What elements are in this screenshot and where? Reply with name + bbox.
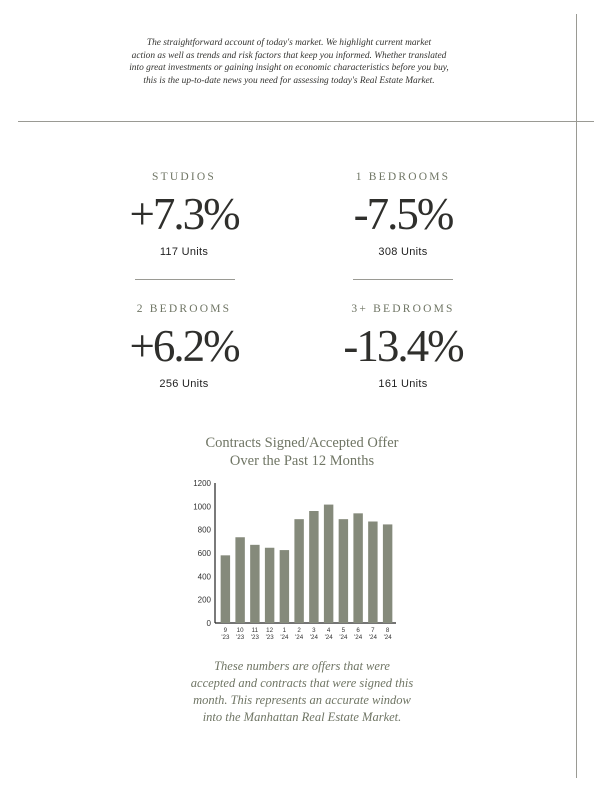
stat-units: 117 Units xyxy=(159,246,209,258)
x-tick-label-month: 11 xyxy=(251,627,259,634)
stat-label: 3+ BEDROOMS xyxy=(351,303,455,315)
x-tick-label-month: 4 xyxy=(326,627,331,634)
bar xyxy=(324,505,333,623)
x-tick-label-month: 9 xyxy=(223,627,228,634)
x-tick-label-year: '23 xyxy=(221,634,230,641)
x-tick-label-year: '24 xyxy=(383,634,392,641)
bar xyxy=(221,555,230,623)
x-tick-label-year: '24 xyxy=(324,634,333,641)
x-tick-label-year: '24 xyxy=(339,634,348,641)
stat-value: +6.2% xyxy=(129,321,239,371)
x-tick-label-month: 8 xyxy=(385,627,390,634)
x-tick-label-year: '24 xyxy=(309,634,318,641)
chart-title-line: Contracts Signed/Accepted Offer xyxy=(205,435,399,451)
y-tick-label: 1000 xyxy=(193,502,211,512)
bar xyxy=(368,522,377,624)
caption-line: These numbers are offers that were xyxy=(214,659,390,673)
stat-value: +7.3% xyxy=(129,189,239,239)
caption-line: into the Manhattan Real Estate Market. xyxy=(202,710,402,724)
x-tick-label-month: 1 xyxy=(282,627,287,634)
x-tick-label-year: '23 xyxy=(250,634,259,641)
y-tick-label: 1200 xyxy=(193,479,211,488)
y-tick-label: 800 xyxy=(197,525,211,535)
x-tick-label-month: 3 xyxy=(312,627,316,634)
stat-units: 308 Units xyxy=(378,246,428,258)
x-tick-label-month: 12 xyxy=(266,627,274,634)
intro-line: this is the up-to-date news you need for assessing today's Real Estate Market. xyxy=(143,75,435,86)
bar xyxy=(383,524,392,623)
x-tick-label-month: 6 xyxy=(356,627,360,634)
bar xyxy=(250,545,259,623)
bar xyxy=(235,537,244,623)
bar xyxy=(353,513,362,623)
bar xyxy=(280,550,289,623)
y-tick-label: 200 xyxy=(197,595,211,605)
y-tick-label: 600 xyxy=(197,549,211,558)
bar xyxy=(265,548,274,623)
bar xyxy=(339,519,348,623)
x-tick-label-year: '23 xyxy=(265,634,274,641)
x-tick-label-year: '23 xyxy=(236,634,245,641)
intro-line: The straightforward account of today's market. We highlight current market xyxy=(146,38,432,48)
x-tick-label-year: '24 xyxy=(368,634,377,641)
stat-label: 2 BEDROOMS xyxy=(136,303,232,315)
bar xyxy=(294,519,303,623)
stat-value: -13.4% xyxy=(343,321,463,371)
stat-label: STUDIOS xyxy=(152,171,216,183)
intro-line: action as well as trends and risk factors that keep you informed. Whether translated xyxy=(131,50,447,61)
x-tick-label-year: '24 xyxy=(354,634,363,641)
x-tick-label-year: '24 xyxy=(280,634,289,641)
chart-caption xyxy=(150,658,454,726)
x-tick-label-month: 5 xyxy=(341,627,346,634)
y-tick-label: 400 xyxy=(197,572,211,582)
y-tick-label: 0 xyxy=(206,619,211,628)
x-tick-label-month: 2 xyxy=(297,627,301,634)
stat-value: -7.5% xyxy=(353,189,453,239)
bar xyxy=(309,511,318,623)
caption-line: accepted and contracts that were signed this xyxy=(190,676,414,690)
x-tick-label-month: 7 xyxy=(371,627,375,634)
stat-label: 1 BEDROOMS xyxy=(355,171,451,183)
x-tick-label-year: '24 xyxy=(295,634,304,641)
intro-line: into great investments or gaining insight on economic characteristics before you buy, xyxy=(129,63,449,74)
caption-line: month. This represents an accurate window xyxy=(193,693,411,707)
stat-units: 161 Units xyxy=(378,378,428,390)
stat-units: 256 Units xyxy=(159,378,209,390)
chart-subtitle-line: Over the Past 12 Months xyxy=(229,453,375,469)
x-tick-label-month: 10 xyxy=(236,627,244,634)
